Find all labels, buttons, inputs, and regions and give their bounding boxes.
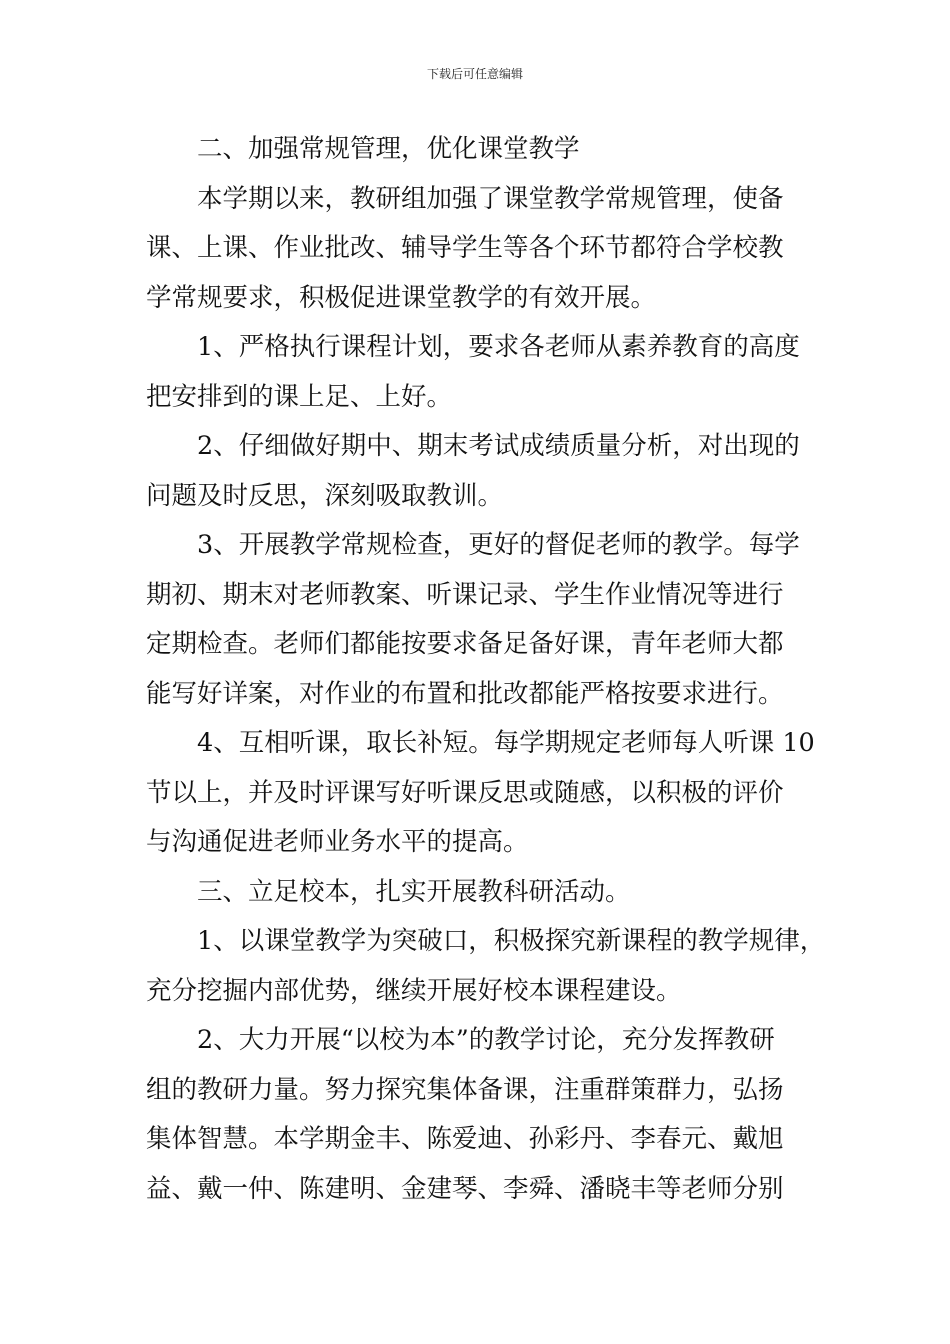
text-line: 二、加强常规管理，优化课堂教学 [197, 134, 580, 164]
text-line: 益、戴一仲、陈建明、金建琴、李舜、潘晓丰等老师分别 [146, 1173, 784, 1204]
document-body [146, 125, 826, 1214]
text-line: 三、立足校本，扎实开展教科研活动。 [197, 876, 631, 907]
text-line: 能写好详案，对作业的布置和批改都能严格按要求进行。 [146, 678, 784, 709]
text-line: 与沟通促进老师业务水平的提高。 [146, 827, 529, 857]
text-line: 把安排到的课上足、上好。 [146, 381, 453, 412]
text-line: 集体智慧。本学期金丰、陈爱迪、孙彩丹、李春元、戴旭 [146, 1124, 784, 1154]
text-line: 2、大力开展“以校为本”的教学讨论，充分发挥教研 [197, 1025, 775, 1055]
text-line: 4、互相听课，取长补短。每学期规定老师每人听课 10 [197, 728, 815, 758]
text-line: 2、仔细做好期中、期末考试成绩质量分析，对出现的 [197, 431, 800, 461]
text-line: 课、上课、作业批改、辅导学生等各个环节都符合学校教 [146, 233, 784, 263]
text-line: 问题及时反思，深刻吸取教训。 [146, 480, 504, 511]
text-line: 1、以课堂教学为突破口，积极探究新课程的教学规律， [197, 926, 826, 956]
text-line: 本学期以来，教研组加强了课堂教学常规管理，使备 [197, 183, 784, 214]
text-line: 3、开展教学常规检查，更好的督促老师的教学。每学 [197, 530, 800, 560]
text-line: 节以上，并及时评课写好听课反思或随感，以积极的评价 [146, 777, 784, 808]
text-line: 充分挖掘内部优势，继续开展好校本课程建设。 [146, 975, 682, 1006]
text-line: 组的教研力量。努力探究集体备课，注重群策群力，弘扬 [146, 1074, 784, 1105]
text-line: 期初、期末对老师教案、听课记录、学生作业情况等进行 [146, 579, 784, 610]
text-line: 1、严格执行课程计划，要求各老师从素养教育的高度 [197, 332, 800, 362]
page-header: 下载后可任意编辑 [426, 67, 523, 81]
text-line: 定期检查。老师们都能按要求备足备好课，青年老师大都 [146, 629, 784, 659]
text-line: 学常规要求，积极促进课堂教学的有效开展。 [146, 282, 657, 313]
